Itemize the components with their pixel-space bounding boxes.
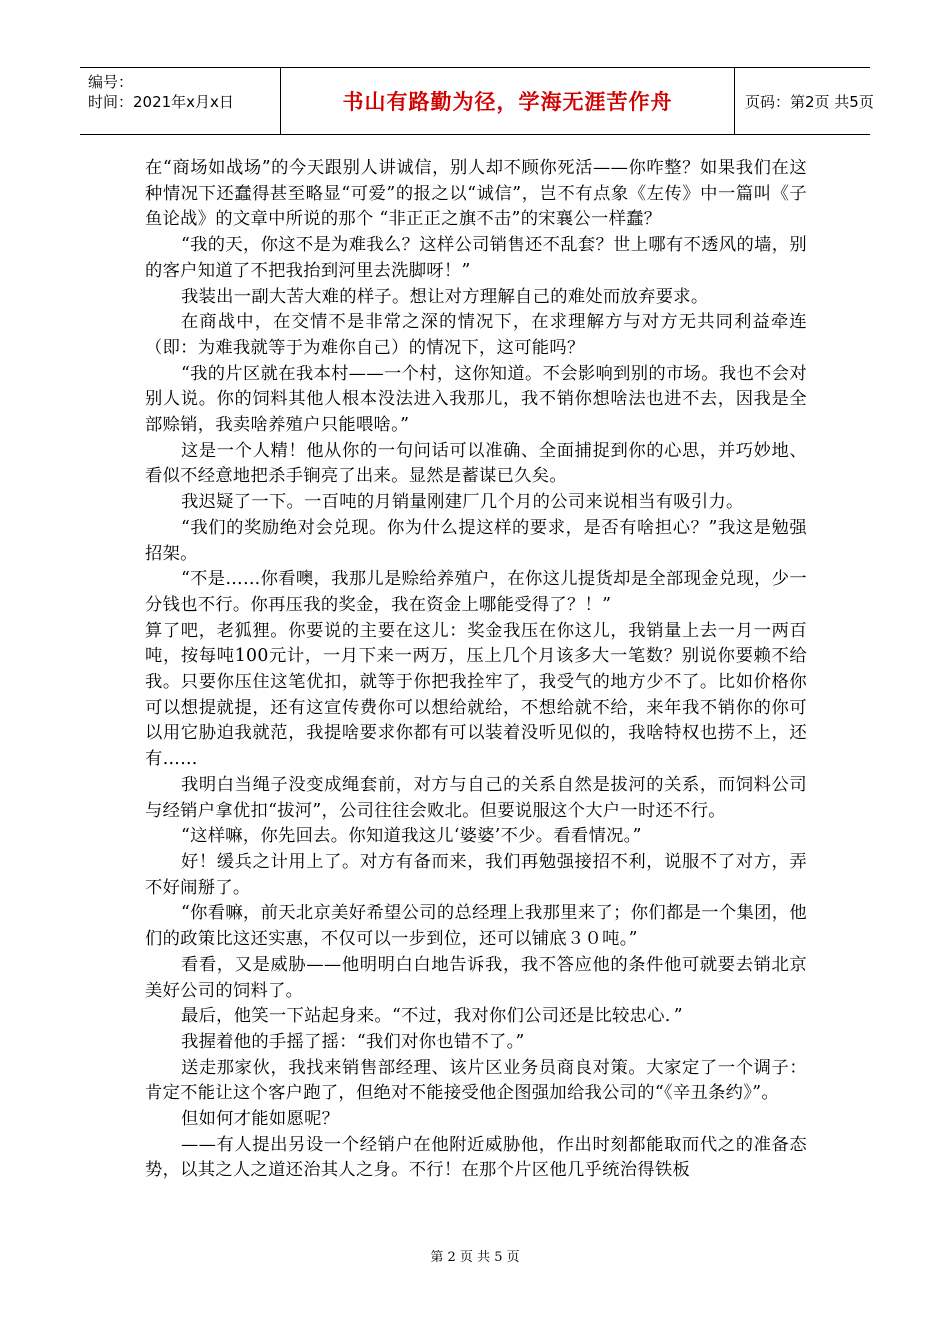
body-paragraph: 我迟疑了一下。一百吨的月销量刚建厂几个月的公司来说相当有吸引力。 <box>181 492 744 513</box>
body-paragraph: ——有人提出另设一个经销户在他附近威胁他，作出时刻都能取而代之的准备态势，以其之人之道还治其人之身。不行！在那个片区他几乎统治得铁板 <box>145 1134 807 1181</box>
header-motto: 书山有路勤为径，学海无涯苦作舟 <box>342 90 673 114</box>
date-label: 时间：2021年x月x日 <box>88 93 234 111</box>
body-paragraph: “我的天，你这不是为难我么？这样公司销售还不乱套？世上哪有不透风的墙，别的客户知道了不把我抬到河里去洗脚呀！” <box>145 235 807 281</box>
page-header <box>80 67 874 135</box>
body-paragraph: 送走那家伙，我找来销售部经理、该片区业务员商良对策。大家定了一个调子：肯定不能让这个客户跑了，但绝对不能接受他企图强加给我公司的“《辛丑条约》”。 <box>145 1057 807 1104</box>
body-paragraph: “这样嘛，你先回去。你知道我这儿‘婆婆’不少。看看情况。” <box>181 826 642 847</box>
body-paragraph: “你看嘛，前天北京美好希望公司的总经理上我那里来了；你们都是一个集团，他们的政策比这还实惠，不仅可以一步到位，还可以铺底３０吨。” <box>145 903 807 950</box>
header-meta <box>80 68 280 134</box>
body-paragraph: 但如何才能如愿呢？ <box>181 1109 340 1130</box>
page-footer: 第 2 页 共 5 页 <box>430 1250 520 1265</box>
body-paragraph: 我握着他的手摇了摇：“我们对你也错不了。” <box>181 1031 525 1052</box>
body-paragraph: “不是……你看噢，我那儿是赊给养殖户，在你这儿提货却是全部现金兑现，少一分钱也不行。你再压我的奖金，我在资金上哪能受得了？！” <box>145 569 807 615</box>
header-motto-cell <box>280 68 735 134</box>
document-body <box>145 156 807 1184</box>
body-paragraph: 算了吧，老狐狸。你要说的主要在这儿：奖金我压在你这儿，我销量上去一月一两百吨，按每吨100元计，一月下来一两万，压上几个月该多大一笔数？别说你要赖不给我。只要你压住这笔优扣，就等于你把我拴牢了，我受气的地方少不了。比如价格你可以想提就提，还有这宣传费你可以想给就给，不想给就不给，来年我不销你的你可以用它胁迫我就范，我提啥要求你都有可以装着没听见似的，我啥特权也捞不上，还有…… <box>145 620 807 770</box>
serial-label: 编号： <box>88 73 134 91</box>
body-paragraph: 看看，又是威胁——他明明白白地告诉我，我不答应他的条件他可就要去销北京美好公司的饲料了。 <box>145 954 807 1001</box>
body-paragraph: 我装出一副大苦大难的样子。想让对方理解自己的难处而放弃要求。 <box>181 286 709 307</box>
body-paragraph: “我们的奖励绝对会兑现。你为什么提这样的要求，是否有啥担心？”我这是勉强招架。 <box>145 517 807 564</box>
header-page-info: 页码：第2页 共5页 <box>745 92 874 111</box>
body-paragraph: “我的片区就在我本村——一个村，这你知道。不会影响到别的市场。我也不会对别人说。你的饲料其他人根本没法进入我那儿，我不销你想啥法也进不去，因我是全部赊销，我卖啥养殖户只能喂啥。” <box>145 363 807 436</box>
body-paragraph: 我明白当绳子没变成绳套前，对方与自己的关系自然是拔河的关系，而饲料公司与经销户拿优扣“拔河”，公司往往会败北。但要说服这个大户一时还不行。 <box>145 774 807 821</box>
body-paragraph: 在商战中，在交情不是非常之深的情况下，在求理解方与对方无共同利益牵连（即：为难我就等于为难你自己）的情况下，这可能吗？ <box>145 312 807 358</box>
body-paragraph: 这是一个人精！他从你的一句问话可以准确、全面捕捉到你的心思，并巧妙地、看似不经意地把杀手锏亮了出来。显然是蓄谋已久矣。 <box>145 440 807 487</box>
header-page-cell <box>735 68 874 134</box>
body-paragraph: 好！缓兵之计用上了。对方有备而来，我们再勉强接招不利，说服不了对方，弄不好闹掰了。 <box>145 851 807 898</box>
body-paragraph: 在“商场如战场”的今天跟别人讲诚信，别人却不顾你死活——你咋整？如果我们在这种情况下还蠢得甚至略显“可爱”的报之以“诚信”，岂不有点象《左传》中一篇叫《子鱼论战》的文章中所说的那个 “非正正之旗不击”的宋襄公一样蠢？ <box>145 158 807 230</box>
body-paragraph: 最后，他笑一下站起身来。“不过，我对你们公司还是比较忠心．” <box>181 1006 683 1027</box>
